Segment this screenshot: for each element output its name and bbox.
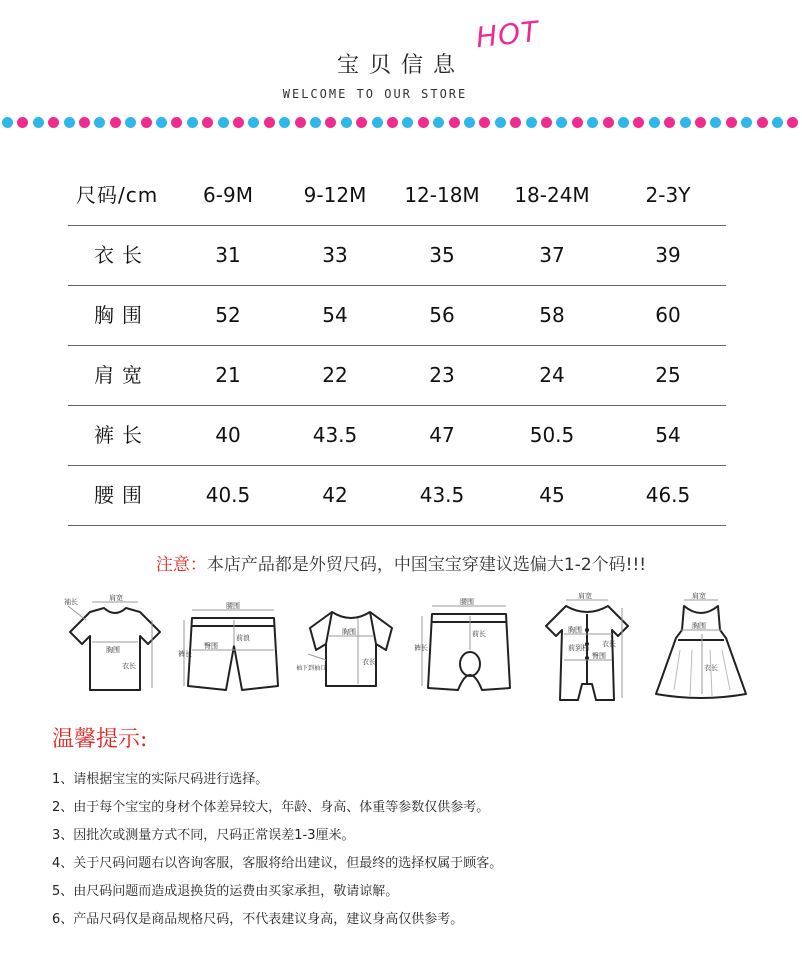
garment-label: 裤长 xyxy=(414,644,428,652)
raglan-tee-diagram-icon xyxy=(296,590,406,700)
table-cell: 25 xyxy=(655,363,681,387)
romper-shorts-diagram-icon xyxy=(414,590,524,700)
divider-dot xyxy=(526,117,537,128)
garment-label: 胸围 xyxy=(692,622,706,630)
divider-dot xyxy=(495,117,506,128)
table-row xyxy=(68,405,726,466)
table-header-cell: 18-24M xyxy=(514,183,590,207)
table-cell: 39 xyxy=(655,243,681,267)
table-cell: 60 xyxy=(655,303,681,327)
table-cell: 50.5 xyxy=(529,423,575,447)
row-label: 胸围 xyxy=(94,303,150,327)
divider-dot xyxy=(110,117,121,128)
garment-label: 臀围 xyxy=(204,642,218,650)
table-cell: 24 xyxy=(539,363,565,387)
garment-label: 前长 xyxy=(472,630,486,638)
garment-label: 衣长 xyxy=(602,640,616,648)
divider-dot xyxy=(618,117,629,128)
divider-dot xyxy=(680,117,691,128)
tshirt-diagram-icon xyxy=(60,590,170,700)
garment-label: 衣长 xyxy=(362,658,376,666)
garment-label: 胸围 xyxy=(342,628,356,636)
garment-label: 臀围 xyxy=(592,652,606,660)
divider-dot xyxy=(664,117,675,128)
divider-dot xyxy=(695,117,706,128)
tip-item: 5、由尺码问题而造成退换货的运费由买家承担，敬请谅解。 xyxy=(52,884,399,899)
divider-dot xyxy=(2,117,13,128)
tip-item: 3、因批次或测量方式不同，尺码正常误差1-3厘米。 xyxy=(52,828,355,843)
divider-dot xyxy=(79,117,90,128)
page-title: 宝贝信息 xyxy=(336,53,465,78)
divider-dot xyxy=(187,117,198,128)
tip-item: 4、关于尺码问题右以咨询客服，客服将给出建议，但最终的选择权属于顾客。 xyxy=(52,856,503,871)
dotted-divider xyxy=(0,116,802,130)
table-header-cell: 6-9M xyxy=(203,183,253,207)
bodysuit-diagram-icon xyxy=(532,590,642,705)
divider-dot xyxy=(541,117,552,128)
row-label: 裤长 xyxy=(94,423,150,447)
size-notice xyxy=(0,550,802,575)
table-cell: 58 xyxy=(539,303,565,327)
divider-dot xyxy=(248,117,259,128)
table-cell: 42 xyxy=(322,483,348,507)
table-cell: 43.5 xyxy=(419,483,465,507)
divider-dot xyxy=(356,117,367,128)
divider-dot xyxy=(556,117,567,128)
divider-dot xyxy=(772,117,783,128)
table-cell: 23 xyxy=(429,363,455,387)
table-cell: 54 xyxy=(655,423,681,447)
divider-dot xyxy=(94,117,105,128)
hot-badge: HOT xyxy=(474,14,541,55)
divider-dot xyxy=(464,117,475,128)
divider-dot xyxy=(479,117,490,128)
garment-label: 胸围 xyxy=(568,626,582,634)
row-label: 肩宽 xyxy=(94,363,150,387)
divider-dot xyxy=(372,117,383,128)
divider-dot xyxy=(510,117,521,128)
table-cell: 47 xyxy=(429,423,455,447)
tips-title: 温馨提示: xyxy=(52,727,148,752)
divider-dot xyxy=(310,117,321,128)
divider-dot xyxy=(202,117,213,128)
tip-item: 1、请根据宝宝的实际尺码进行选择。 xyxy=(52,772,269,787)
divider-dot xyxy=(264,117,275,128)
table-cell: 52 xyxy=(215,303,241,327)
divider-dot xyxy=(295,117,306,128)
table-cell: 35 xyxy=(429,243,455,267)
table-cell: 31 xyxy=(215,243,241,267)
divider-dot xyxy=(402,117,413,128)
garment-label: 腰围 xyxy=(460,598,474,606)
garment-label: 衣长 xyxy=(122,662,136,670)
garment-label: 前浪 xyxy=(236,634,250,642)
garment-label: 胸围 xyxy=(106,646,120,654)
notice-label: 注意： xyxy=(155,555,207,575)
table-cell: 56 xyxy=(429,303,455,327)
notice-text: 本店产品都是外贸尺码，中国宝宝穿建议选偏大1-2个码!!! xyxy=(206,555,647,575)
table-header-cell: 尺码/cm xyxy=(76,183,159,207)
table-row xyxy=(68,285,726,346)
divider-dot xyxy=(17,117,28,128)
table-cell: 40 xyxy=(215,423,241,447)
table-cell: 33 xyxy=(322,243,348,267)
divider-dot xyxy=(48,117,59,128)
divider-dot xyxy=(218,117,229,128)
table-header-cell: 2-3Y xyxy=(645,183,691,207)
garment-label: 腰围 xyxy=(226,602,240,610)
divider-dot xyxy=(279,117,290,128)
table-row xyxy=(68,345,726,406)
table-cell: 54 xyxy=(322,303,348,327)
garment-label: 袖长 xyxy=(64,598,78,606)
table-cell: 45 xyxy=(539,483,565,507)
tip-item: 6、产品尺码仅是商品规格尺码，不代表建议身高，建议身高仅供参考。 xyxy=(52,912,464,927)
divider-dot xyxy=(572,117,583,128)
divider-dot xyxy=(125,117,136,128)
divider-dot xyxy=(387,117,398,128)
divider-dot xyxy=(649,117,660,128)
table-cell: 22 xyxy=(322,363,348,387)
garment-diagrams xyxy=(60,590,750,710)
garment-label: 前到档 xyxy=(568,644,589,652)
divider-dot xyxy=(33,117,44,128)
table-row xyxy=(68,225,726,286)
table-cell: 46.5 xyxy=(645,483,691,507)
tip-item: 2、由于每个宝宝的身材个体差异较大，年龄、身高、体重等参数仅供参考。 xyxy=(52,800,490,815)
divider-dot xyxy=(341,117,352,128)
divider-dot xyxy=(171,117,182,128)
table-cell: 21 xyxy=(215,363,241,387)
table-row xyxy=(68,465,726,526)
garment-label: 裤长 xyxy=(178,650,192,658)
divider-dot xyxy=(156,117,167,128)
garment-label: 肩宽 xyxy=(578,592,592,600)
table-cell: 43.5 xyxy=(312,423,358,447)
garment-label: 肩宽 xyxy=(692,592,706,600)
shorts-diagram-icon xyxy=(178,590,288,700)
table-header-row xyxy=(68,165,726,226)
divider-dot xyxy=(64,117,75,128)
garment-label: 衣长 xyxy=(704,664,718,672)
garment-label: 袖下到袖口 xyxy=(296,665,327,672)
welcome-subtitle: WELCOME TO OUR STORE xyxy=(282,87,468,101)
row-label: 腰围 xyxy=(94,483,150,507)
divider-dot xyxy=(787,117,798,128)
divider-dot xyxy=(587,117,598,128)
dress-diagram-icon xyxy=(646,590,756,705)
divider-dot xyxy=(757,117,768,128)
divider-dot xyxy=(233,117,244,128)
divider-dot xyxy=(633,117,644,128)
table-header-cell: 12-18M xyxy=(404,183,480,207)
garment-label: 肩宽 xyxy=(109,594,123,602)
divider-dot xyxy=(710,117,721,128)
divider-dot xyxy=(741,117,752,128)
table-cell: 37 xyxy=(539,243,565,267)
row-label: 衣长 xyxy=(94,243,150,267)
divider-dot xyxy=(449,117,460,128)
table-cell: 40.5 xyxy=(205,483,251,507)
table-header-cell: 9-12M xyxy=(303,183,367,207)
divider-dot xyxy=(141,117,152,128)
divider-dot xyxy=(603,117,614,128)
divider-dot xyxy=(325,117,336,128)
divider-dot xyxy=(726,117,737,128)
divider-dot xyxy=(433,117,444,128)
divider-dot xyxy=(418,117,429,128)
